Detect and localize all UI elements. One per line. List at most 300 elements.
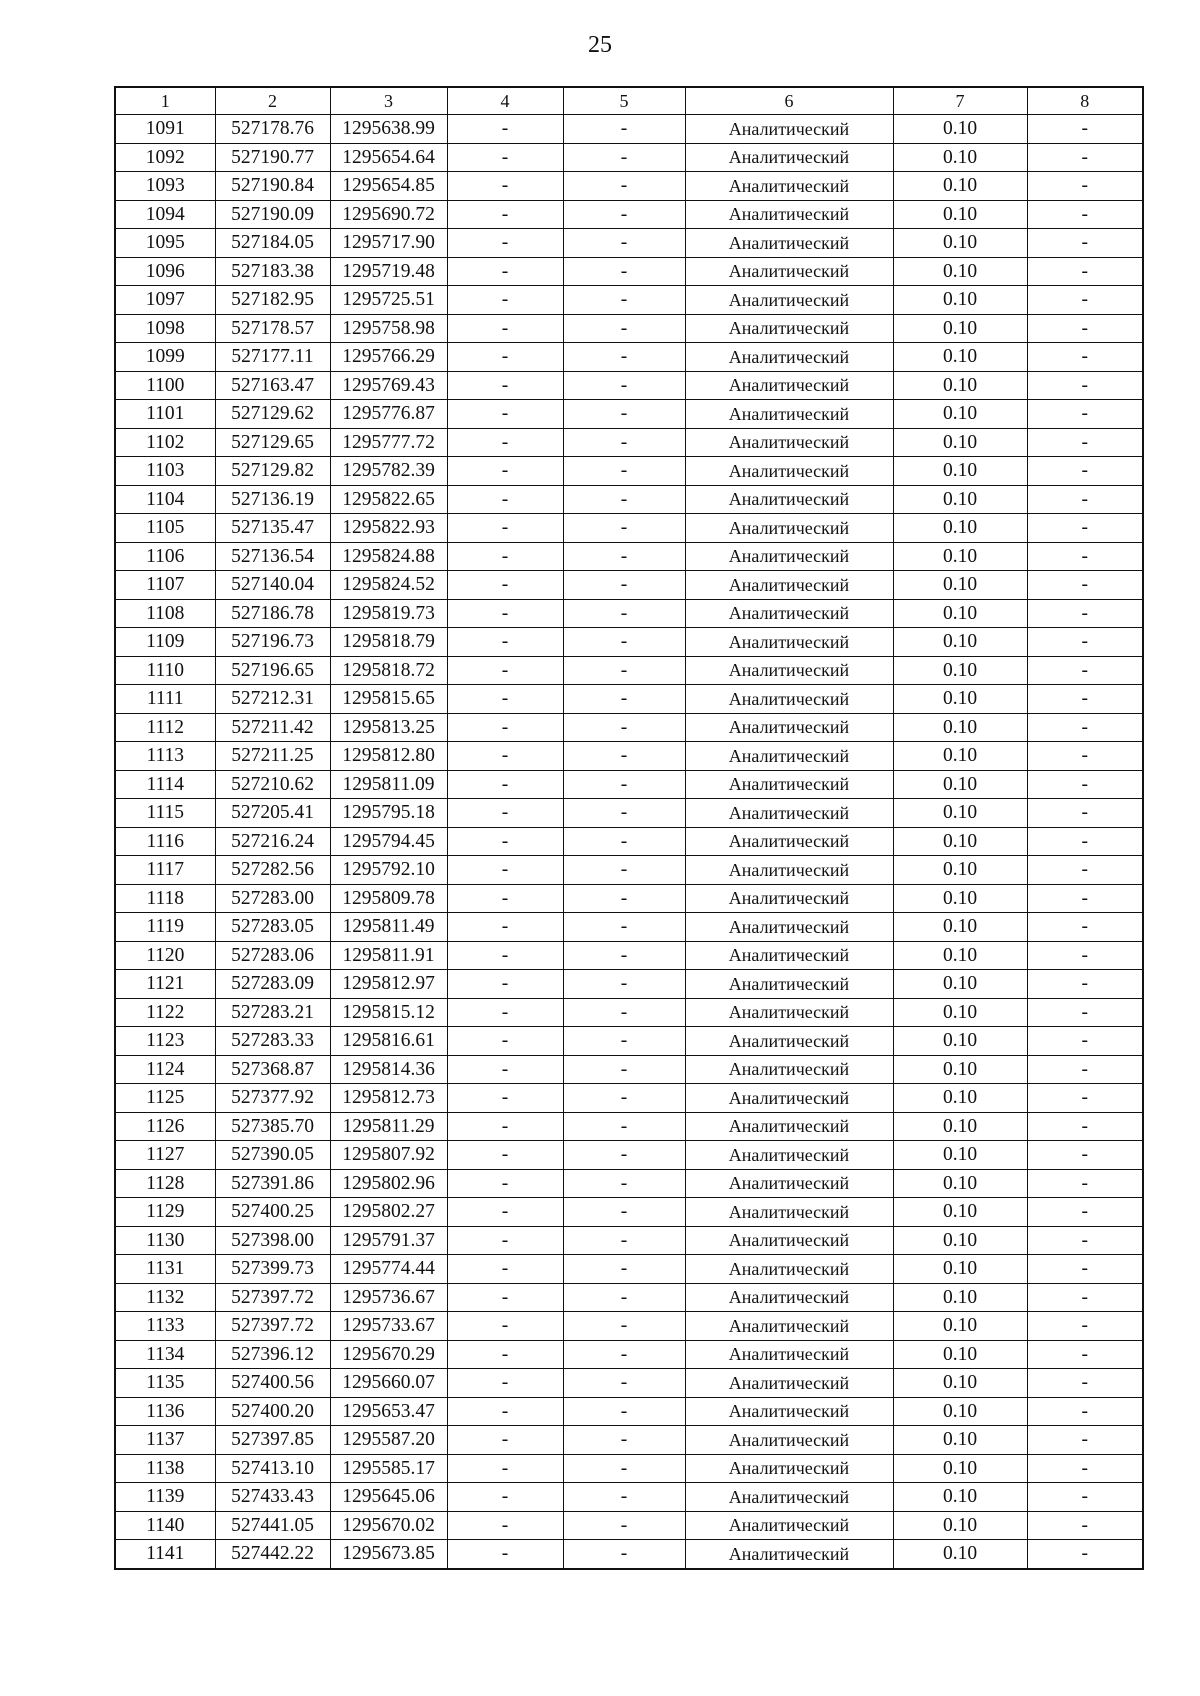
table-row <box>115 200 1143 229</box>
point-number-cell: 1108 <box>115 599 215 628</box>
col4-cell: - <box>447 656 563 685</box>
col4-cell: - <box>447 1169 563 1198</box>
x-coordinate-cell: 527399.73 <box>215 1255 330 1284</box>
accuracy-cell: 0.10 <box>893 343 1027 372</box>
accuracy-cell: 0.10 <box>893 1255 1027 1284</box>
x-coordinate-cell: 527135.47 <box>215 514 330 543</box>
x-coordinate-cell: 527183.38 <box>215 257 330 286</box>
accuracy-cell: 0.10 <box>893 856 1027 885</box>
table-header-row <box>115 87 1143 115</box>
point-number-cell: 1132 <box>115 1283 215 1312</box>
col8-cell: - <box>1027 1283 1143 1312</box>
y-coordinate-cell: 1295670.29 <box>330 1340 447 1369</box>
col8-cell: - <box>1027 1426 1143 1455</box>
y-coordinate-cell: 1295719.48 <box>330 257 447 286</box>
x-coordinate-cell: 527391.86 <box>215 1169 330 1198</box>
col8-cell: - <box>1027 1340 1143 1369</box>
accuracy-cell: 0.10 <box>893 200 1027 229</box>
col5-cell: - <box>563 1027 685 1056</box>
y-coordinate-cell: 1295822.65 <box>330 485 447 514</box>
accuracy-cell: 0.10 <box>893 770 1027 799</box>
col5-cell: - <box>563 628 685 657</box>
table-row <box>115 599 1143 628</box>
page-number: 25 <box>588 32 612 58</box>
method-cell: Аналитический <box>685 371 893 400</box>
col5-cell: - <box>563 656 685 685</box>
point-number-cell: 1134 <box>115 1340 215 1369</box>
col4-cell: - <box>447 742 563 771</box>
accuracy-cell: 0.10 <box>893 1283 1027 1312</box>
x-coordinate-cell: 527397.85 <box>215 1426 330 1455</box>
col8-cell: - <box>1027 314 1143 343</box>
col5-cell: - <box>563 343 685 372</box>
col8-cell: - <box>1027 1141 1143 1170</box>
y-coordinate-cell: 1295690.72 <box>330 200 447 229</box>
y-coordinate-cell: 1295812.97 <box>330 970 447 999</box>
method-cell: Аналитический <box>685 257 893 286</box>
y-coordinate-cell: 1295819.73 <box>330 599 447 628</box>
col5-cell: - <box>563 371 685 400</box>
accuracy-cell: 0.10 <box>893 371 1027 400</box>
col8-cell: - <box>1027 542 1143 571</box>
col5-cell: - <box>563 1226 685 1255</box>
col5-cell: - <box>563 1169 685 1198</box>
col8-cell: - <box>1027 514 1143 543</box>
col4-cell: - <box>447 371 563 400</box>
y-coordinate-cell: 1295766.29 <box>330 343 447 372</box>
point-number-cell: 1121 <box>115 970 215 999</box>
point-number-cell: 1109 <box>115 628 215 657</box>
col5-cell: - <box>563 970 685 999</box>
x-coordinate-cell: 527210.62 <box>215 770 330 799</box>
method-cell: Аналитический <box>685 571 893 600</box>
x-coordinate-cell: 527190.84 <box>215 172 330 201</box>
x-coordinate-cell: 527390.05 <box>215 1141 330 1170</box>
point-number-cell: 1104 <box>115 485 215 514</box>
table-row <box>115 514 1143 543</box>
accuracy-cell: 0.10 <box>893 1112 1027 1141</box>
y-coordinate-cell: 1295815.12 <box>330 998 447 1027</box>
table-row <box>115 1198 1143 1227</box>
col5-cell: - <box>563 1084 685 1113</box>
col8-cell: - <box>1027 656 1143 685</box>
col8-cell: - <box>1027 286 1143 315</box>
col4-cell: - <box>447 172 563 201</box>
col5-cell: - <box>563 1397 685 1426</box>
method-cell: Аналитический <box>685 428 893 457</box>
col4-cell: - <box>447 1369 563 1398</box>
accuracy-cell: 0.10 <box>893 827 1027 856</box>
col4-cell: - <box>447 1198 563 1227</box>
x-coordinate-cell: 527211.25 <box>215 742 330 771</box>
col5-cell: - <box>563 1540 685 1569</box>
col5-cell: - <box>563 799 685 828</box>
y-coordinate-cell: 1295816.61 <box>330 1027 447 1056</box>
col8-cell: - <box>1027 685 1143 714</box>
column-header-4: 4 <box>447 87 563 115</box>
col8-cell: - <box>1027 200 1143 229</box>
table-body <box>115 115 1143 1569</box>
y-coordinate-cell: 1295812.73 <box>330 1084 447 1113</box>
method-cell: Аналитический <box>685 656 893 685</box>
point-number-cell: 1111 <box>115 685 215 714</box>
method-cell: Аналитический <box>685 1454 893 1483</box>
column-header-1: 1 <box>115 87 215 115</box>
point-number-cell: 1119 <box>115 913 215 942</box>
col5-cell: - <box>563 457 685 486</box>
col8-cell: - <box>1027 343 1143 372</box>
x-coordinate-cell: 527433.43 <box>215 1483 330 1512</box>
point-number-cell: 1102 <box>115 428 215 457</box>
table-row <box>115 542 1143 571</box>
col4-cell: - <box>447 1426 563 1455</box>
table-row <box>115 1340 1143 1369</box>
table-row <box>115 314 1143 343</box>
col8-cell: - <box>1027 257 1143 286</box>
accuracy-cell: 0.10 <box>893 1226 1027 1255</box>
method-cell: Аналитический <box>685 400 893 429</box>
col8-cell: - <box>1027 172 1143 201</box>
col8-cell: - <box>1027 770 1143 799</box>
accuracy-cell: 0.10 <box>893 229 1027 258</box>
x-coordinate-cell: 527196.73 <box>215 628 330 657</box>
method-cell: Аналитический <box>685 1255 893 1284</box>
accuracy-cell: 0.10 <box>893 1169 1027 1198</box>
table-row <box>115 229 1143 258</box>
col4-cell: - <box>447 514 563 543</box>
col4-cell: - <box>447 1397 563 1426</box>
accuracy-cell: 0.10 <box>893 143 1027 172</box>
table-row <box>115 457 1143 486</box>
y-coordinate-cell: 1295813.25 <box>330 713 447 742</box>
column-header-8: 8 <box>1027 87 1143 115</box>
accuracy-cell: 0.10 <box>893 1426 1027 1455</box>
y-coordinate-cell: 1295802.96 <box>330 1169 447 1198</box>
point-number-cell: 1114 <box>115 770 215 799</box>
col5-cell: - <box>563 1340 685 1369</box>
table-row <box>115 1369 1143 1398</box>
table-row <box>115 172 1143 201</box>
point-number-cell: 1135 <box>115 1369 215 1398</box>
col8-cell: - <box>1027 1255 1143 1284</box>
point-number-cell: 1116 <box>115 827 215 856</box>
accuracy-cell: 0.10 <box>893 1027 1027 1056</box>
col5-cell: - <box>563 856 685 885</box>
accuracy-cell: 0.10 <box>893 1369 1027 1398</box>
point-number-cell: 1139 <box>115 1483 215 1512</box>
x-coordinate-cell: 527190.09 <box>215 200 330 229</box>
method-cell: Аналитический <box>685 1283 893 1312</box>
table-row <box>115 913 1143 942</box>
table-row <box>115 1511 1143 1540</box>
point-number-cell: 1098 <box>115 314 215 343</box>
x-coordinate-cell: 527211.42 <box>215 713 330 742</box>
col4-cell: - <box>447 343 563 372</box>
y-coordinate-cell: 1295822.93 <box>330 514 447 543</box>
col4-cell: - <box>447 599 563 628</box>
x-coordinate-cell: 527186.78 <box>215 599 330 628</box>
col8-cell: - <box>1027 1397 1143 1426</box>
point-number-cell: 1105 <box>115 514 215 543</box>
method-cell: Аналитический <box>685 1226 893 1255</box>
accuracy-cell: 0.10 <box>893 571 1027 600</box>
column-header-2: 2 <box>215 87 330 115</box>
accuracy-cell: 0.10 <box>893 1198 1027 1227</box>
method-cell: Аналитический <box>685 229 893 258</box>
method-cell: Аналитический <box>685 1369 893 1398</box>
col8-cell: - <box>1027 1027 1143 1056</box>
method-cell: Аналитический <box>685 856 893 885</box>
method-cell: Аналитический <box>685 713 893 742</box>
col5-cell: - <box>563 1141 685 1170</box>
x-coordinate-cell: 527163.47 <box>215 371 330 400</box>
accuracy-cell: 0.10 <box>893 1540 1027 1569</box>
method-cell: Аналитический <box>685 941 893 970</box>
x-coordinate-cell: 527140.04 <box>215 571 330 600</box>
col5-cell: - <box>563 229 685 258</box>
col5-cell: - <box>563 286 685 315</box>
accuracy-cell: 0.10 <box>893 286 1027 315</box>
column-header-5: 5 <box>563 87 685 115</box>
col4-cell: - <box>447 1112 563 1141</box>
x-coordinate-cell: 527283.06 <box>215 941 330 970</box>
col5-cell: - <box>563 428 685 457</box>
y-coordinate-cell: 1295811.91 <box>330 941 447 970</box>
accuracy-cell: 0.10 <box>893 514 1027 543</box>
point-number-cell: 1129 <box>115 1198 215 1227</box>
col8-cell: - <box>1027 1226 1143 1255</box>
col8-cell: - <box>1027 1454 1143 1483</box>
x-coordinate-cell: 527283.00 <box>215 884 330 913</box>
accuracy-cell: 0.10 <box>893 970 1027 999</box>
method-cell: Аналитический <box>685 1397 893 1426</box>
table-row <box>115 685 1143 714</box>
point-number-cell: 1123 <box>115 1027 215 1056</box>
accuracy-cell: 0.10 <box>893 1397 1027 1426</box>
col5-cell: - <box>563 257 685 286</box>
point-number-cell: 1136 <box>115 1397 215 1426</box>
coordinates-table <box>114 86 1144 1570</box>
y-coordinate-cell: 1295654.85 <box>330 172 447 201</box>
col4-cell: - <box>447 400 563 429</box>
accuracy-cell: 0.10 <box>893 941 1027 970</box>
table-row <box>115 713 1143 742</box>
point-number-cell: 1127 <box>115 1141 215 1170</box>
column-header-3: 3 <box>330 87 447 115</box>
col4-cell: - <box>447 457 563 486</box>
y-coordinate-cell: 1295660.07 <box>330 1369 447 1398</box>
x-coordinate-cell: 527400.25 <box>215 1198 330 1227</box>
y-coordinate-cell: 1295645.06 <box>330 1483 447 1512</box>
x-coordinate-cell: 527442.22 <box>215 1540 330 1569</box>
table-row <box>115 941 1143 970</box>
y-coordinate-cell: 1295794.45 <box>330 827 447 856</box>
point-number-cell: 1125 <box>115 1084 215 1113</box>
table-row <box>115 1483 1143 1512</box>
table-row <box>115 998 1143 1027</box>
accuracy-cell: 0.10 <box>893 485 1027 514</box>
col5-cell: - <box>563 1369 685 1398</box>
y-coordinate-cell: 1295802.27 <box>330 1198 447 1227</box>
table-row <box>115 1540 1143 1569</box>
x-coordinate-cell: 527283.33 <box>215 1027 330 1056</box>
table-row <box>115 485 1143 514</box>
x-coordinate-cell: 527184.05 <box>215 229 330 258</box>
table-row <box>115 970 1143 999</box>
col5-cell: - <box>563 713 685 742</box>
col4-cell: - <box>447 1283 563 1312</box>
col5-cell: - <box>563 685 685 714</box>
col5-cell: - <box>563 1511 685 1540</box>
y-coordinate-cell: 1295587.20 <box>330 1426 447 1455</box>
col8-cell: - <box>1027 799 1143 828</box>
x-coordinate-cell: 527441.05 <box>215 1511 330 1540</box>
col4-cell: - <box>447 913 563 942</box>
col5-cell: - <box>563 143 685 172</box>
method-cell: Аналитический <box>685 1483 893 1512</box>
col5-cell: - <box>563 827 685 856</box>
accuracy-cell: 0.10 <box>893 1340 1027 1369</box>
method-cell: Аналитический <box>685 970 893 999</box>
col4-cell: - <box>447 1055 563 1084</box>
accuracy-cell: 0.10 <box>893 314 1027 343</box>
method-cell: Аналитический <box>685 1141 893 1170</box>
table-row <box>115 1226 1143 1255</box>
method-cell: Аналитический <box>685 742 893 771</box>
col4-cell: - <box>447 1255 563 1284</box>
y-coordinate-cell: 1295824.52 <box>330 571 447 600</box>
col4-cell: - <box>447 229 563 258</box>
y-coordinate-cell: 1295774.44 <box>330 1255 447 1284</box>
x-coordinate-cell: 527282.56 <box>215 856 330 885</box>
col8-cell: - <box>1027 1112 1143 1141</box>
x-coordinate-cell: 527205.41 <box>215 799 330 828</box>
y-coordinate-cell: 1295725.51 <box>330 286 447 315</box>
col4-cell: - <box>447 1454 563 1483</box>
col4-cell: - <box>447 428 563 457</box>
method-cell: Аналитический <box>685 1340 893 1369</box>
col8-cell: - <box>1027 1198 1143 1227</box>
col4-cell: - <box>447 542 563 571</box>
method-cell: Аналитический <box>685 1540 893 1569</box>
method-cell: Аналитический <box>685 1169 893 1198</box>
col8-cell: - <box>1027 143 1143 172</box>
table-row <box>115 827 1143 856</box>
accuracy-cell: 0.10 <box>893 1055 1027 1084</box>
x-coordinate-cell: 527413.10 <box>215 1454 330 1483</box>
col8-cell: - <box>1027 400 1143 429</box>
x-coordinate-cell: 527182.95 <box>215 286 330 315</box>
col5-cell: - <box>563 884 685 913</box>
col5-cell: - <box>563 1055 685 1084</box>
method-cell: Аналитический <box>685 599 893 628</box>
col5-cell: - <box>563 200 685 229</box>
point-number-cell: 1138 <box>115 1454 215 1483</box>
method-cell: Аналитический <box>685 1112 893 1141</box>
point-number-cell: 1112 <box>115 713 215 742</box>
col8-cell: - <box>1027 457 1143 486</box>
col4-cell: - <box>447 827 563 856</box>
col5-cell: - <box>563 1112 685 1141</box>
x-coordinate-cell: 527177.11 <box>215 343 330 372</box>
col4-cell: - <box>447 1312 563 1341</box>
x-coordinate-cell: 527400.20 <box>215 1397 330 1426</box>
x-coordinate-cell: 527190.77 <box>215 143 330 172</box>
y-coordinate-cell: 1295653.47 <box>330 1397 447 1426</box>
method-cell: Аналитический <box>685 143 893 172</box>
accuracy-cell: 0.10 <box>893 799 1027 828</box>
x-coordinate-cell: 527216.24 <box>215 827 330 856</box>
table-row <box>115 884 1143 913</box>
col8-cell: - <box>1027 571 1143 600</box>
x-coordinate-cell: 527397.72 <box>215 1312 330 1341</box>
x-coordinate-cell: 527178.76 <box>215 115 330 144</box>
method-cell: Аналитический <box>685 485 893 514</box>
col5-cell: - <box>563 1283 685 1312</box>
col5-cell: - <box>563 742 685 771</box>
col5-cell: - <box>563 1255 685 1284</box>
col8-cell: - <box>1027 371 1143 400</box>
col4-cell: - <box>447 799 563 828</box>
col5-cell: - <box>563 400 685 429</box>
col8-cell: - <box>1027 998 1143 1027</box>
table-row <box>115 371 1143 400</box>
col4-cell: - <box>447 115 563 144</box>
col4-cell: - <box>447 571 563 600</box>
x-coordinate-cell: 527136.19 <box>215 485 330 514</box>
col8-cell: - <box>1027 742 1143 771</box>
y-coordinate-cell: 1295809.78 <box>330 884 447 913</box>
table-row <box>115 1255 1143 1284</box>
col8-cell: - <box>1027 628 1143 657</box>
y-coordinate-cell: 1295811.49 <box>330 913 447 942</box>
accuracy-cell: 0.10 <box>893 713 1027 742</box>
table-row <box>115 257 1143 286</box>
method-cell: Аналитический <box>685 827 893 856</box>
col5-cell: - <box>563 998 685 1027</box>
y-coordinate-cell: 1295777.72 <box>330 428 447 457</box>
col4-cell: - <box>447 970 563 999</box>
x-coordinate-cell: 527400.56 <box>215 1369 330 1398</box>
method-cell: Аналитический <box>685 343 893 372</box>
point-number-cell: 1131 <box>115 1255 215 1284</box>
col5-cell: - <box>563 770 685 799</box>
col8-cell: - <box>1027 1540 1143 1569</box>
col4-cell: - <box>447 770 563 799</box>
table-row <box>115 1283 1143 1312</box>
point-number-cell: 1096 <box>115 257 215 286</box>
method-cell: Аналитический <box>685 628 893 657</box>
col8-cell: - <box>1027 884 1143 913</box>
accuracy-cell: 0.10 <box>893 1454 1027 1483</box>
col8-cell: - <box>1027 599 1143 628</box>
col5-cell: - <box>563 571 685 600</box>
accuracy-cell: 0.10 <box>893 172 1027 201</box>
y-coordinate-cell: 1295811.09 <box>330 770 447 799</box>
col4-cell: - <box>447 856 563 885</box>
col4-cell: - <box>447 1027 563 1056</box>
method-cell: Аналитический <box>685 799 893 828</box>
point-number-cell: 1122 <box>115 998 215 1027</box>
x-coordinate-cell: 527136.54 <box>215 542 330 571</box>
col4-cell: - <box>447 485 563 514</box>
x-coordinate-cell: 527283.21 <box>215 998 330 1027</box>
x-coordinate-cell: 527377.92 <box>215 1084 330 1113</box>
y-coordinate-cell: 1295717.90 <box>330 229 447 258</box>
col5-cell: - <box>563 1454 685 1483</box>
point-number-cell: 1101 <box>115 400 215 429</box>
y-coordinate-cell: 1295585.17 <box>330 1454 447 1483</box>
